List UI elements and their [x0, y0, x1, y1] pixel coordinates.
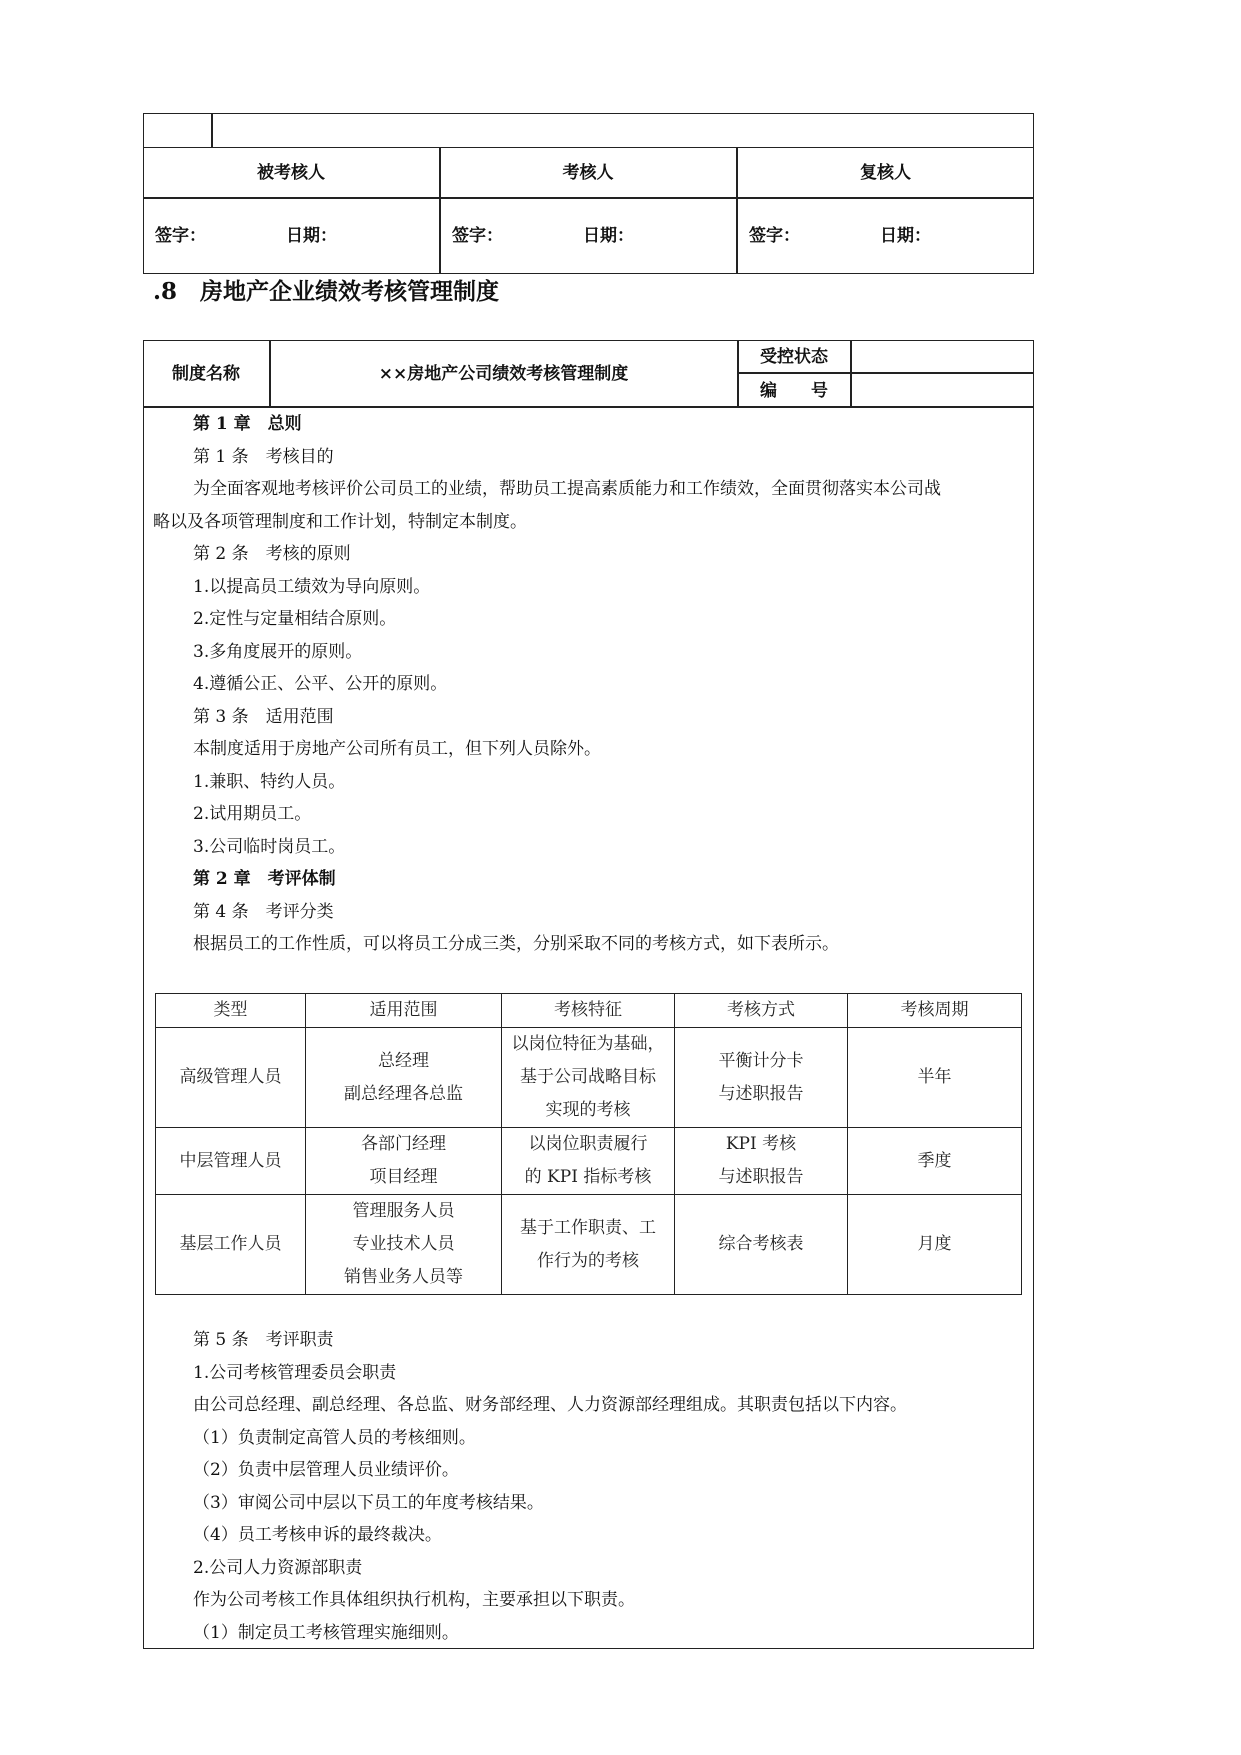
row-3-method — [675, 1195, 848, 1295]
committee-duty-1: （1）负责制定高管人员的考核细则。 — [193, 1428, 476, 1448]
row-1-method-line-1: 平衡计分卡 — [718, 1050, 804, 1071]
row-1-feature-line-3: 实现的考核 — [545, 1100, 631, 1120]
top-blank-row — [143, 113, 1034, 148]
row-1-type: 高级管理人员 — [156, 1028, 306, 1128]
article-1-text-line-1: 为全面客观地考核评价公司员工的业绩，帮助员工提高素质能力和工作绩效，全面贯彻落实本公司战 — [193, 479, 941, 499]
header-reviewer: 复核人 — [860, 163, 911, 183]
article-5-heading: 第 5 条 考评职责 — [193, 1330, 334, 1350]
col-header-method: 考核方式 — [675, 994, 848, 1028]
header-assessee: 被考核人 — [257, 163, 325, 183]
doc-status-label: 受控状态 — [760, 347, 828, 367]
doc-header-mid-line — [737, 372, 1034, 374]
row-3-type: 基层工作人员 — [156, 1195, 306, 1295]
row-2-period: 季度 — [848, 1128, 1022, 1195]
row-3-feature-line-1: 基于工作职责、工 — [520, 1217, 656, 1238]
row-1-feature — [502, 1028, 675, 1128]
row-2-scope-line-2: 项目经理 — [369, 1167, 438, 1187]
hr-duty-1: （1）制定员工考核管理实施细则。 — [193, 1623, 459, 1643]
col-header-scope: 适用范围 — [306, 994, 502, 1028]
row-1-scope-line-2: 副总经理各总监 — [344, 1083, 463, 1104]
doc-header-bottom-line — [143, 406, 1034, 408]
row-1-method-line-2: 与述职报告 — [718, 1083, 804, 1104]
article-2-heading: 第 2 条 考核的原则 — [193, 544, 351, 564]
chapter-1-heading: 第 1 章 总则 — [193, 414, 302, 434]
row-2-method — [675, 1128, 848, 1195]
article-3-heading: 第 3 条 适用范围 — [193, 707, 334, 727]
row-2-scope-line-1: 各部门经理 — [361, 1134, 446, 1154]
col-header-feature: 考核特征 — [502, 994, 675, 1028]
scope-text: 本制度适用于房地产公司所有员工，但下列人员除外。 — [193, 739, 601, 759]
row-1-feature-line-1: 以岗位特征为基础， — [511, 1034, 665, 1054]
doc-name-value: ××房地产公司绩效考核管理制度 — [378, 364, 629, 384]
article-4-text: 根据员工的工作性质，可以将员工分成三类，分别采取不同的考核方式，如下表所示。 — [193, 934, 839, 954]
category-table — [155, 993, 1022, 1295]
col-header-type: 类型 — [156, 994, 306, 1028]
hr-heading: 2.公司人力资源部职责 — [193, 1558, 363, 1578]
row-1-method — [675, 1028, 848, 1128]
row-3-feature-line-2: 作行为的考核 — [537, 1250, 639, 1271]
hr-text: 作为公司考核工作具体组织执行机构，主要承担以下职责。 — [193, 1590, 635, 1610]
article-4-heading: 第 4 条 考评分类 — [193, 902, 334, 922]
date-label-2: 日期： — [583, 226, 634, 246]
row-2-feature — [502, 1128, 675, 1195]
row-3-method-line-1: 综合考核表 — [718, 1234, 804, 1254]
col-header-period: 考核周期 — [848, 994, 1022, 1028]
table-row — [156, 1028, 1022, 1128]
row-2-feature-line-2: 的 KPI 指标考核 — [524, 1167, 652, 1187]
row-3-scope — [306, 1195, 502, 1295]
table-row — [156, 1195, 1022, 1295]
row-2-method-line-2: 与述职报告 — [718, 1167, 804, 1187]
category-table-header-row — [156, 994, 1022, 1028]
date-label-3: 日期： — [880, 226, 931, 246]
sign-label-2: 签字： — [452, 226, 503, 246]
sign-label-3: 签字： — [749, 226, 800, 246]
chapter-2-heading: 第 2 章 考评体制 — [193, 869, 336, 889]
section-heading: .8 房地产企业绩效考核管理制度 — [153, 278, 500, 305]
article-1-heading: 第 1 条 考核目的 — [193, 447, 334, 467]
row-2-scope — [306, 1128, 502, 1195]
committee-duty-2: （2）负责中层管理人员业绩评价。 — [193, 1460, 459, 1480]
doc-header-vline-3 — [850, 340, 852, 407]
sign-table-hline — [143, 197, 1034, 199]
principle-2: 2.定性与定量相结合原则。 — [193, 609, 397, 629]
committee-duty-3: （3）审阅公司中层以下员工的年度考核结果。 — [193, 1493, 544, 1513]
principle-3: 3.多角度展开的原则。 — [193, 642, 363, 662]
row-1-scope — [306, 1028, 502, 1128]
article-1-text-line-2: 略以及各项管理制度和工作计划，特制定本制度。 — [153, 512, 527, 532]
principle-1: 1.以提高员工绩效为导向原则。 — [193, 577, 431, 597]
row-3-period: 月度 — [848, 1195, 1022, 1295]
row-3-feature — [502, 1195, 675, 1295]
row-2-type: 中层管理人员 — [156, 1128, 306, 1195]
top-blank-divider — [211, 113, 213, 148]
exclusion-2: 2.试用期员工。 — [193, 804, 312, 824]
row-1-scope-line-1: 总经理 — [378, 1050, 429, 1071]
table-row — [156, 1128, 1022, 1195]
row-2-feature-line-1: 以岗位职责履行 — [528, 1134, 648, 1154]
date-label-1: 日期： — [286, 226, 337, 246]
row-1-period: 半年 — [848, 1028, 1022, 1128]
row-1-feature-line-2: 基于公司战略目标 — [520, 1067, 656, 1087]
exclusion-1: 1.兼职、特约人员。 — [193, 772, 346, 792]
committee-duty-4: （4）员工考核申诉的最终裁决。 — [193, 1525, 442, 1545]
doc-name-label: 制度名称 — [172, 364, 240, 384]
sign-label-1: 签字： — [155, 226, 206, 246]
row-3-scope-line-3: 销售业务人员等 — [344, 1267, 463, 1287]
doc-number-label: 编 号 — [760, 381, 828, 401]
header-assessor: 考核人 — [562, 163, 614, 183]
row-2-method-line-1: KPI 考核 — [725, 1134, 797, 1154]
exclusion-3: 3.公司临时岗员工。 — [193, 837, 346, 857]
principle-4: 4.遵循公正、公平、公开的原则。 — [193, 674, 448, 694]
row-3-scope-line-2: 专业技术人员 — [352, 1234, 455, 1254]
row-3-scope-line-1: 管理服务人员 — [352, 1201, 455, 1221]
committee-heading: 1.公司考核管理委员会职责 — [193, 1363, 397, 1383]
committee-text: 由公司总经理、副总经理、各总监、财务部经理、人力资源部经理组成。其职责包括以下内容。 — [193, 1395, 907, 1415]
